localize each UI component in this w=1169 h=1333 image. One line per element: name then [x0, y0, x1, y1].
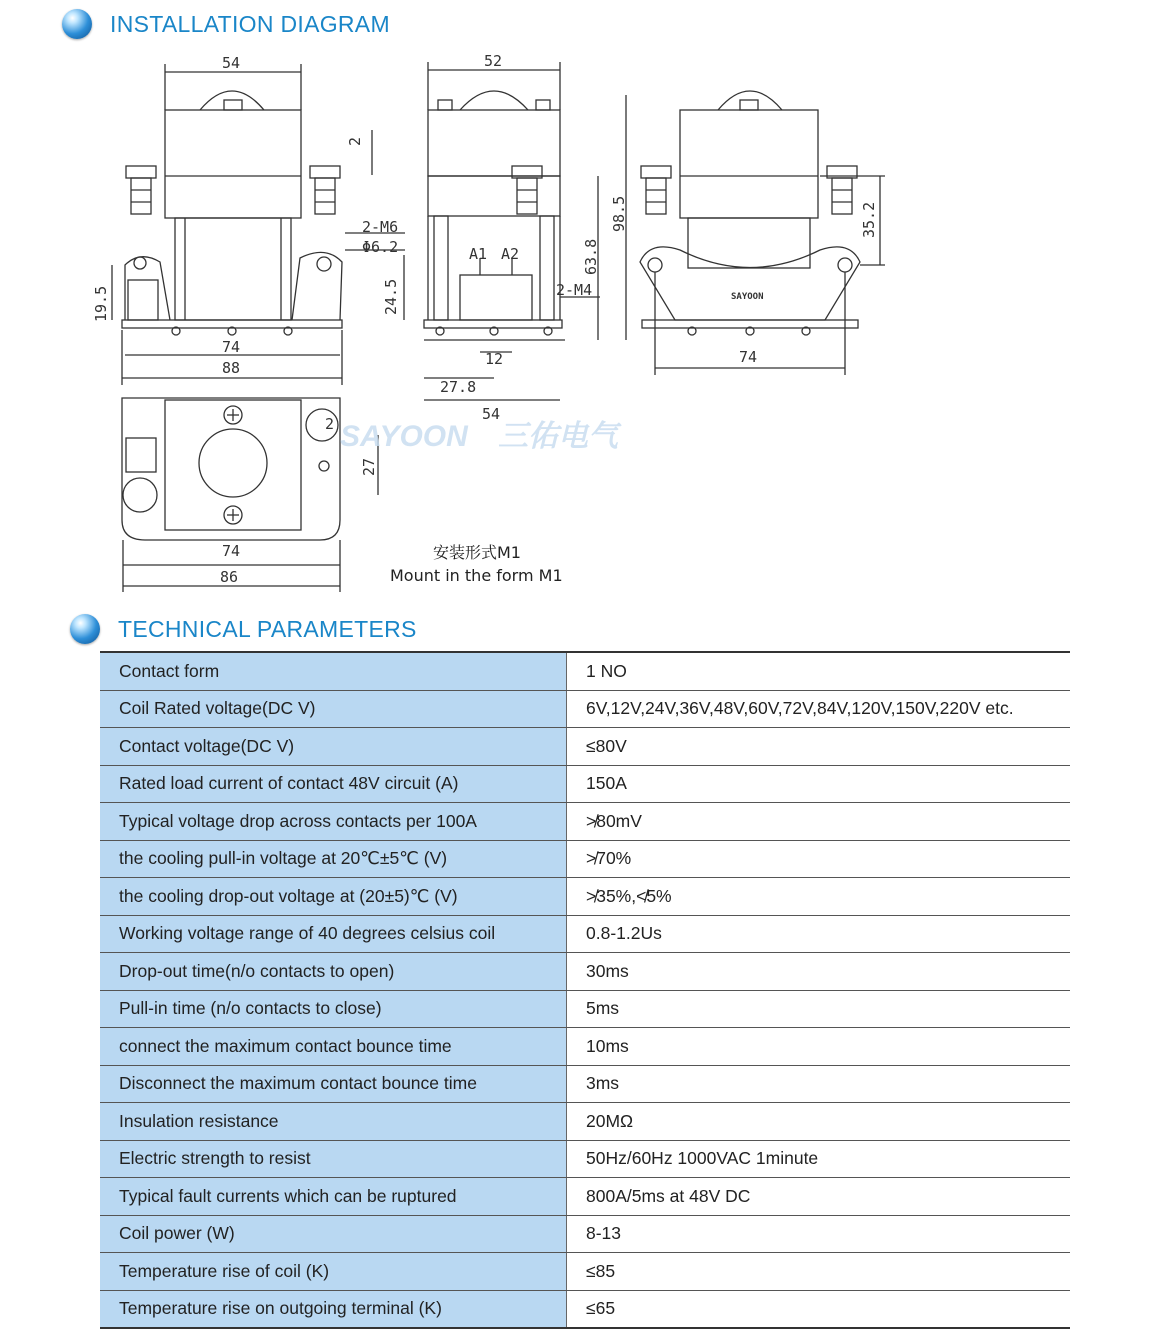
param-label: connect the maximum contact bounce time: [100, 1028, 567, 1066]
dim-label: 35.2: [860, 201, 878, 238]
dim-label: 19.5: [92, 285, 110, 322]
param-value: 20MΩ: [567, 1103, 1071, 1141]
mount-caption-en: Mount in the form M1: [390, 566, 563, 585]
param-label: Electric strength to resist: [100, 1140, 567, 1178]
param-value: 3ms: [567, 1065, 1071, 1103]
dim-label: 54: [222, 54, 241, 72]
table-row: [100, 1028, 1070, 1066]
param-value: 150A: [567, 765, 1071, 803]
param-label: Coil power (W): [100, 1215, 567, 1253]
param-label: the cooling pull-in voltage at 20℃±5℃ (V): [100, 840, 567, 878]
terminal-a2-label: A2: [501, 245, 520, 263]
side-view: [424, 62, 626, 400]
param-value: 1 NO: [567, 652, 1071, 690]
param-label: Drop-out time(n/o contacts to open): [100, 953, 567, 991]
param-value: 8-13: [567, 1215, 1071, 1253]
param-value: ≯35%,≮5%: [567, 878, 1071, 916]
table-row: [100, 690, 1070, 728]
param-value: ≤80V: [567, 728, 1071, 766]
table-row: [100, 765, 1070, 803]
technical-parameters-header: [70, 614, 417, 644]
dim-label: 24.5: [382, 278, 400, 315]
table-row: [100, 1103, 1070, 1141]
right-view: [640, 91, 885, 375]
table-row: [100, 1065, 1070, 1103]
sayoon-logo: SAYOON: [731, 292, 764, 302]
dim-label: 2: [346, 136, 364, 146]
table-row: [100, 803, 1070, 841]
param-label: Contact voltage(DC V): [100, 728, 567, 766]
param-label: Disconnect the maximum contact bounce time: [100, 1065, 567, 1103]
param-value: ≯80mV: [567, 803, 1071, 841]
param-label: Contact form: [100, 652, 567, 690]
param-label: Temperature rise of coil (K): [100, 1253, 567, 1291]
table-row: [100, 652, 1070, 690]
dim-label: 98.5: [610, 195, 628, 232]
table-row: [100, 915, 1070, 953]
table-row: [100, 1253, 1070, 1291]
dim-label: 52: [484, 52, 503, 70]
dim-label: 74: [222, 338, 241, 356]
param-value: 10ms: [567, 1028, 1071, 1066]
param-label: Temperature rise on outgoing terminal (K): [100, 1290, 567, 1328]
param-label: Insulation resistance: [100, 1103, 567, 1141]
param-value: ≯70%: [567, 840, 1071, 878]
dim-label: 74: [222, 542, 241, 560]
dim-label: 74: [739, 348, 758, 366]
table-row: [100, 953, 1070, 991]
table-row: [100, 990, 1070, 1028]
table-row: [100, 840, 1070, 878]
dim-label: 2: [325, 415, 335, 433]
table-row: [100, 878, 1070, 916]
dim-label: 27.8: [440, 378, 477, 396]
dim-label: Φ6.2: [362, 238, 399, 256]
param-value: 5ms: [567, 990, 1071, 1028]
mount-caption-cn: 安装形式M1: [433, 543, 521, 562]
terminal-a1-label: A1: [469, 245, 488, 263]
watermark-cn: 三佑电气: [498, 420, 618, 453]
param-value: 0.8-1.2Us: [567, 915, 1071, 953]
param-label: Working voltage range of 40 degrees celsius coil: [100, 915, 567, 953]
technical-parameters-title: TECHNICAL PARAMETERS: [118, 615, 417, 642]
table-row: [100, 1178, 1070, 1216]
param-label: Coil Rated voltage(DC V): [100, 690, 567, 728]
param-label: Pull-in time (n/o contacts to close): [100, 990, 567, 1028]
param-value: 50Hz/60Hz 1000VAC 1minute: [567, 1140, 1071, 1178]
table-row: [100, 1140, 1070, 1178]
table-row: [100, 1290, 1070, 1328]
table-row: [100, 728, 1070, 766]
param-value: 6V,12V,24V,36V,48V,60V,72V,84V,120V,150V,220V etc.: [567, 690, 1071, 728]
dim-label: 86: [220, 568, 239, 586]
table-row: [100, 1215, 1070, 1253]
param-label: the cooling drop-out voltage at (20±5)℃ (V): [100, 878, 567, 916]
dim-label: 2-M4: [556, 281, 593, 299]
dim-label: 63.8: [582, 238, 600, 275]
dim-label: 27: [360, 457, 378, 476]
globe-bullet-icon: [70, 614, 100, 644]
param-label: Rated load current of contact 48V circuit (A): [100, 765, 567, 803]
param-value: 30ms: [567, 953, 1071, 991]
globe-bullet-icon: [62, 9, 92, 39]
dim-label: 2-M6: [362, 218, 399, 236]
installation-diagram-header: [62, 9, 390, 39]
param-value: ≤85: [567, 1253, 1071, 1291]
installation-diagram-title: INSTALLATION DIAGRAM: [110, 10, 390, 37]
dim-label: 54: [482, 405, 501, 423]
param-value: 800A/5ms at 48V DC: [567, 1178, 1071, 1216]
parameters-table: [100, 651, 1070, 1329]
installation-drawing: [0, 40, 1169, 610]
param-label: Typical voltage drop across contacts per 100A: [100, 803, 567, 841]
watermark-brand: SAYOON: [340, 420, 468, 453]
dim-label: 88: [222, 359, 241, 377]
param-value: ≤65: [567, 1290, 1071, 1328]
dim-label: 12: [485, 350, 504, 368]
param-label: Typical fault currents which can be ruptured: [100, 1178, 567, 1216]
